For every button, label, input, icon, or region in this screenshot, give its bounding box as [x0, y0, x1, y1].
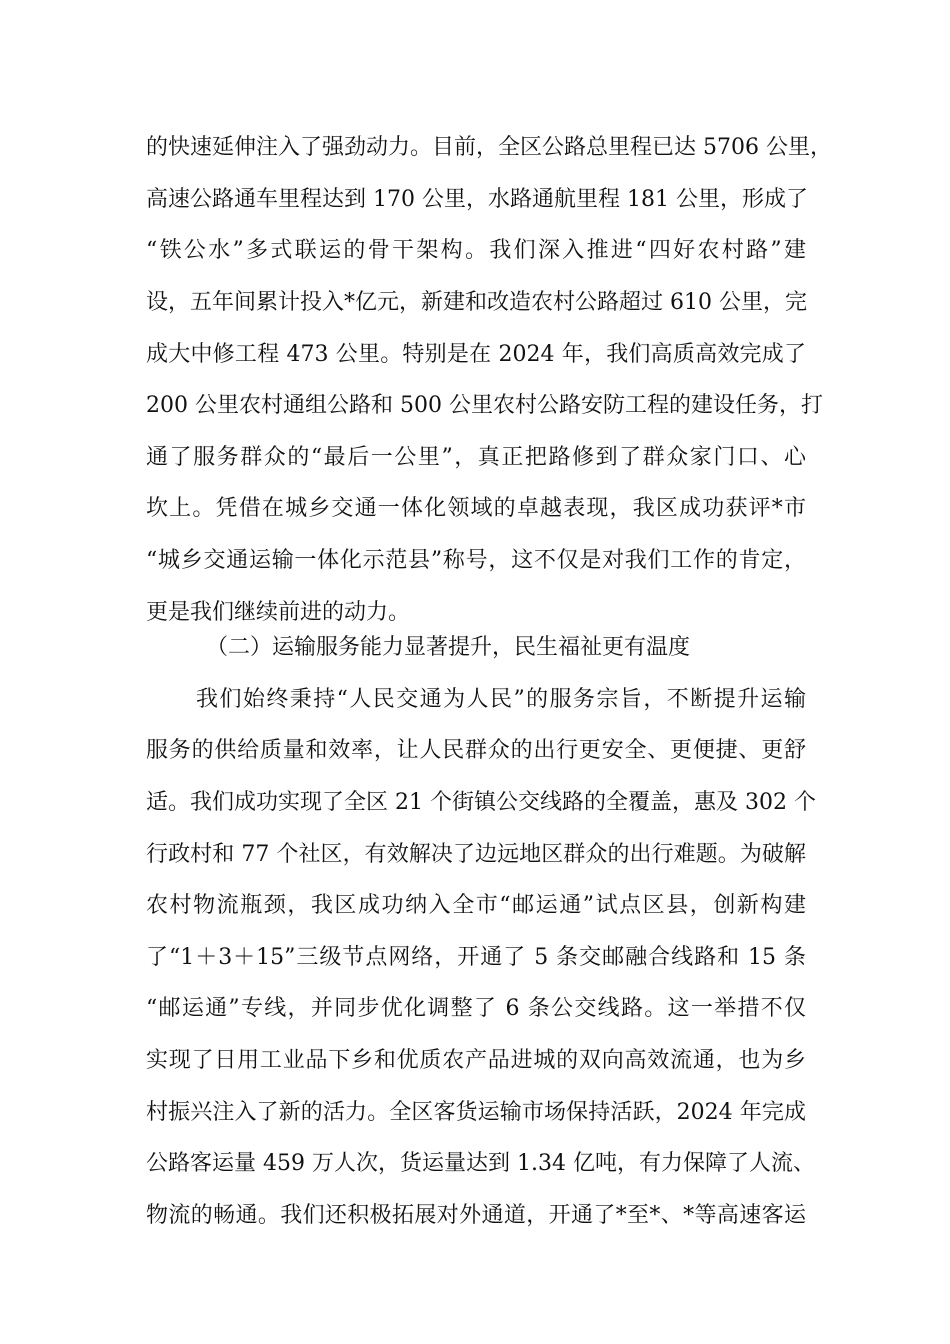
paragraph-1-line-1: 的快速延伸注入了强劲动力。目前，全区公路总里程已达 5706 公里，	[146, 135, 832, 160]
paragraph-2-line-7: “邮运通”专线，并同步优化调整了 6 条公交线路。这一举措不仅	[146, 996, 806, 1021]
paragraph-2-line-1: 我们始终秉持“人民交通为人民”的服务宗旨，不断提升运输	[196, 687, 806, 712]
paragraph-1-line-10: 更是我们继续前进的动力。	[146, 600, 411, 625]
paragraph-1-line-3: “铁公水”多式联运的骨干架构。我们深入推进“四好农村路”建	[146, 238, 806, 263]
paragraph-1-line-2: 高速公路通车里程达到 170 公里，水路通航里程 181 公里，形成了	[146, 187, 808, 212]
paragraph-2-line-5: 农村物流瓶颈，我区成功纳入全市“邮运通”试点区县，创新构建	[146, 893, 806, 918]
paragraph-1-line-4: 设，五年间累计投入*亿元，新建和改造农村公路超过 610 公里，完	[146, 290, 807, 315]
paragraph-1-line-5: 成大中修工程 473 公里。特别是在 2024 年，我们高质高效完成了	[146, 342, 806, 367]
section-heading: （二）运输服务能力显著提升，民生福祉更有温度	[206, 635, 691, 660]
paragraph-1-line-6: 200 公里农村通组公路和 500 公里农村公路安防工程的建设任务，打	[146, 393, 823, 418]
paragraph-1-line-9: “城乡交通运输一体化示范县”称号，这不仅是对我们工作的肯定，	[146, 548, 806, 573]
paragraph-2-line-4: 行政村和 77 个社区，有效解决了边远地区群众的出行难题。为破解	[146, 842, 806, 867]
paragraph-2-line-8: 实现了日用工业品下乡和优质农产品进城的双向高效流通，也为乡	[146, 1048, 806, 1073]
paragraph-2-line-3: 适。我们成功实现了全区 21 个街镇公交线路的全覆盖，惠及 302 个	[146, 790, 816, 815]
paragraph-1-line-7: 通了服务群众的“最后一公里”，真正把路修到了群众家门口、心	[146, 445, 806, 470]
paragraph-1-line-8: 坎上。凭借在城乡交通一体化领域的卓越表现，我区成功获评*市	[146, 496, 806, 521]
paragraph-2-line-9: 村振兴注入了新的活力。全区客货运输市场保持活跃，2024 年完成	[146, 1100, 806, 1125]
paragraph-2-line-2: 服务的供给质量和效率，让人民群众的出行更安全、更便捷、更舒	[146, 738, 806, 763]
paragraph-2-line-6: 了“1＋3＋15”三级节点网络，开通了 5 条交邮融合线路和 15 条	[146, 945, 806, 970]
paragraph-2-line-10: 公路客运量 459 万人次，货运量达到 1.34 亿吨，有力保障了人流、	[146, 1151, 815, 1176]
paragraph-2-line-11: 物流的畅通。我们还积极拓展对外通道，开通了*至*、*等高速客运	[146, 1203, 806, 1228]
